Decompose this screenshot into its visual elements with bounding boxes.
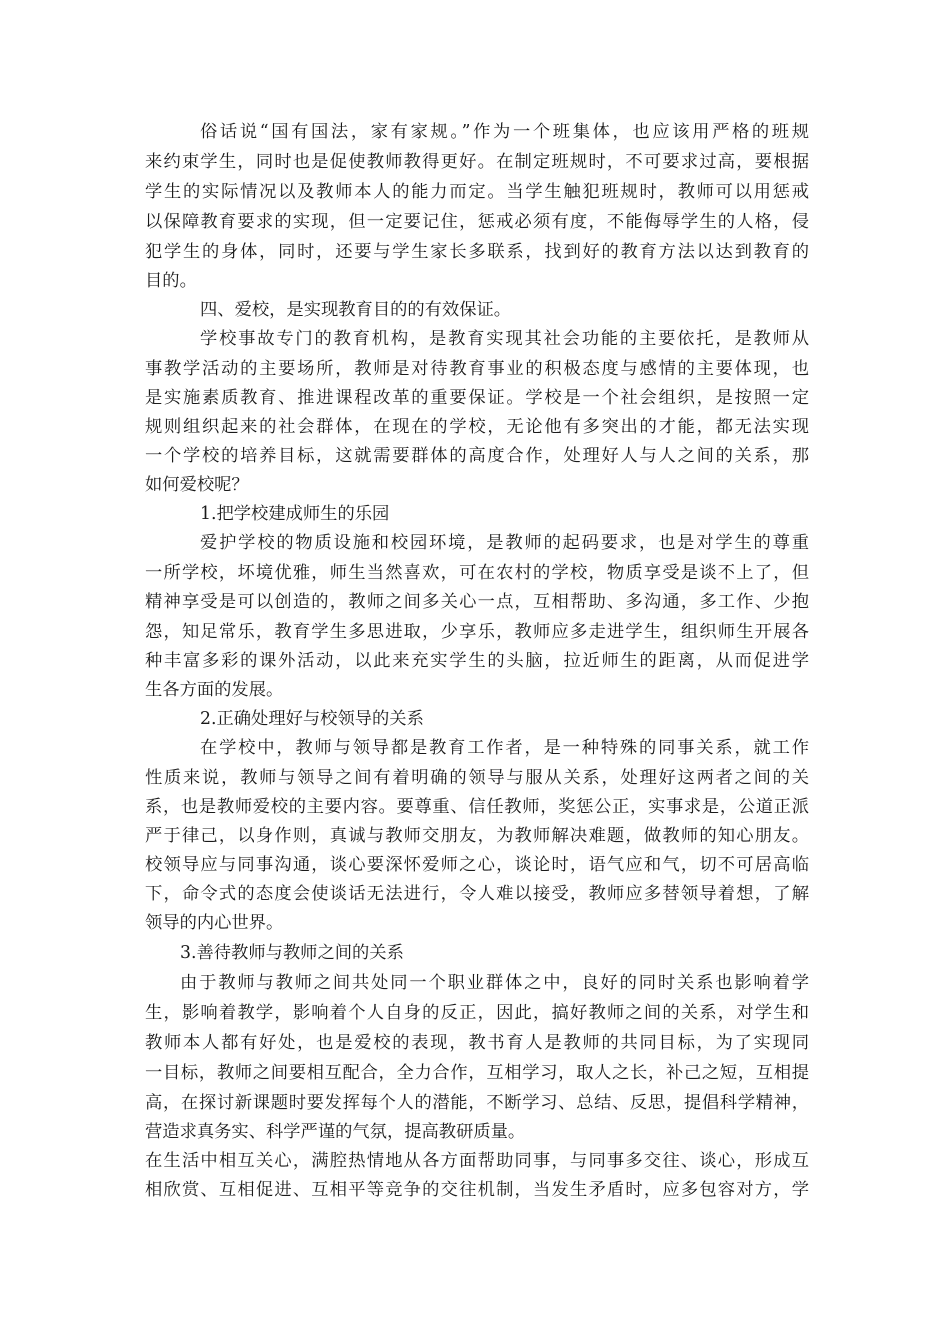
text-line: 种丰富多彩的课外活动，以此来充实学生的头脑，拉近师生的距离，从而促进学 (145, 651, 809, 671)
text-line: 生，影响着教学，影响着个人自身的反正，因此，搞好教师之间的关系，对学生和 (145, 1003, 809, 1023)
text-line: 俗话说“国有国法，家有家规。”作为一个班集体，也应该用严格的班规 (200, 122, 809, 142)
text-line: 犯学生的身体，同时，还要与学生家长多联系，找到好的教育方法以达到教育的 (145, 242, 809, 262)
text-line: 怨，知足常乐，教育学生多思进取，少享乐，教师应多走进学生，组织师生开展各 (145, 622, 809, 642)
text-line: 系，也是教师爱校的主要内容。要尊重、信任教师，奖惩公正，实事求是，公道正派 (145, 797, 809, 817)
text-line: 精神享受是可以创造的，教师之间多关心一点，互相帮助、多沟通，多工作、少抱 (145, 592, 809, 612)
text-line: 生各方面的发展。 (145, 680, 284, 700)
section-heading: 四、爱校，是实现教育目的的有效保证。 (200, 300, 512, 320)
text-line: 在学校中，教师与领导都是教育工作者，是一种特殊的同事关系，就工作 (200, 738, 809, 758)
text-line: 性质来说，教师与领导之间有着明确的领导与服从关系，处理好这两者之间的关 (145, 768, 809, 788)
text-line: 来约束学生，同时也是促使教师教得更好。在制定班规时，不可要求过高，要根据 (145, 152, 809, 172)
text-line: 一所学校，坏境优雅，师生当然喜欢，可在农村的学校，物质享受是谈不上了，但 (145, 563, 809, 583)
text-line: 规则组织起来的社会群体，在现在的学校，无论他有多突出的才能，都无法实现 (145, 417, 809, 437)
text-line: 学生的实际情况以及教师本人的能力而定。当学生触犯班规时，教师可以用惩戒 (145, 182, 809, 202)
text-line: 事教学活动的主要场所，教师是对待教育事业的积极态度与感情的主要体现，也 (145, 359, 809, 379)
text-line: 一目标，教师之间要相互配合，全力合作，互相学习，取人之长，补己之短，互相提 (145, 1063, 809, 1083)
text-line: 领导的内心世界。 (145, 913, 284, 933)
text-line: 目的。 (145, 271, 197, 291)
text-line: 教师本人都有好处，也是爱校的表现，教书育人是教师的共同目标，为了实现同 (145, 1033, 809, 1053)
text-line: 相欣赏、互相促进、互相平等竞争的交往机制，当发生矛盾时，应多包容对方，学 (145, 1180, 809, 1200)
text-line: 高，在探讨新课题时要发挥每个人的潜能，不断学习、总结、反思，提倡科学精神， (145, 1093, 809, 1113)
text-line: 学校事故专门的教育机构，是教育实现其社会功能的主要依托，是教师从 (200, 329, 809, 349)
subsection-heading: 1.把学校建成师生的乐园 (200, 504, 390, 524)
text-line: 下，命令式的态度会使谈话无法进行，令人难以接受，教师应多替领导着想，了解 (145, 884, 809, 904)
text-line: 严于律己，以身作则，真诚与教师交朋友，为教师解决难题，做教师的知心朋友。 (145, 826, 809, 846)
text-line: 在生活中相互关心，满腔热情地从各方面帮助同事，与同事多交往、谈心，形成互 (145, 1151, 809, 1171)
text-line: 是实施素质教育、推进课程改革的重要保证。学校是一个社会组织，是按照一定 (145, 388, 809, 408)
text-line: 如何爱校呢？ (145, 475, 249, 495)
text-line: 一个学校的培养目标，这就需要群体的高度合作，处理好人与人之间的关系，那 (145, 446, 809, 466)
text-line: 爱护学校的物质设施和校园环境，是教师的起码要求，也是对学生的尊重 (200, 533, 809, 553)
text-line: 营造求真务实、科学严谨的气氛，提高教研质量。 (145, 1122, 526, 1142)
subsection-heading: 3.善待教师与教师之间的关系 (180, 943, 404, 963)
subsection-heading: 2.正确处理好与校领导的关系 (200, 709, 424, 729)
text-line: 由于教师与教师之间共处同一个职业群体之中，良好的同时关系也影响着学 (180, 973, 809, 993)
text-line: 以保障教育要求的实现，但一定要记住，惩戒必须有度，不能侮辱学生的人格，侵 (145, 212, 809, 232)
text-line: 校领导应与同事沟通，谈心要深怀爱师之心，谈论时，语气应和气，切不可居高临 (145, 855, 809, 875)
